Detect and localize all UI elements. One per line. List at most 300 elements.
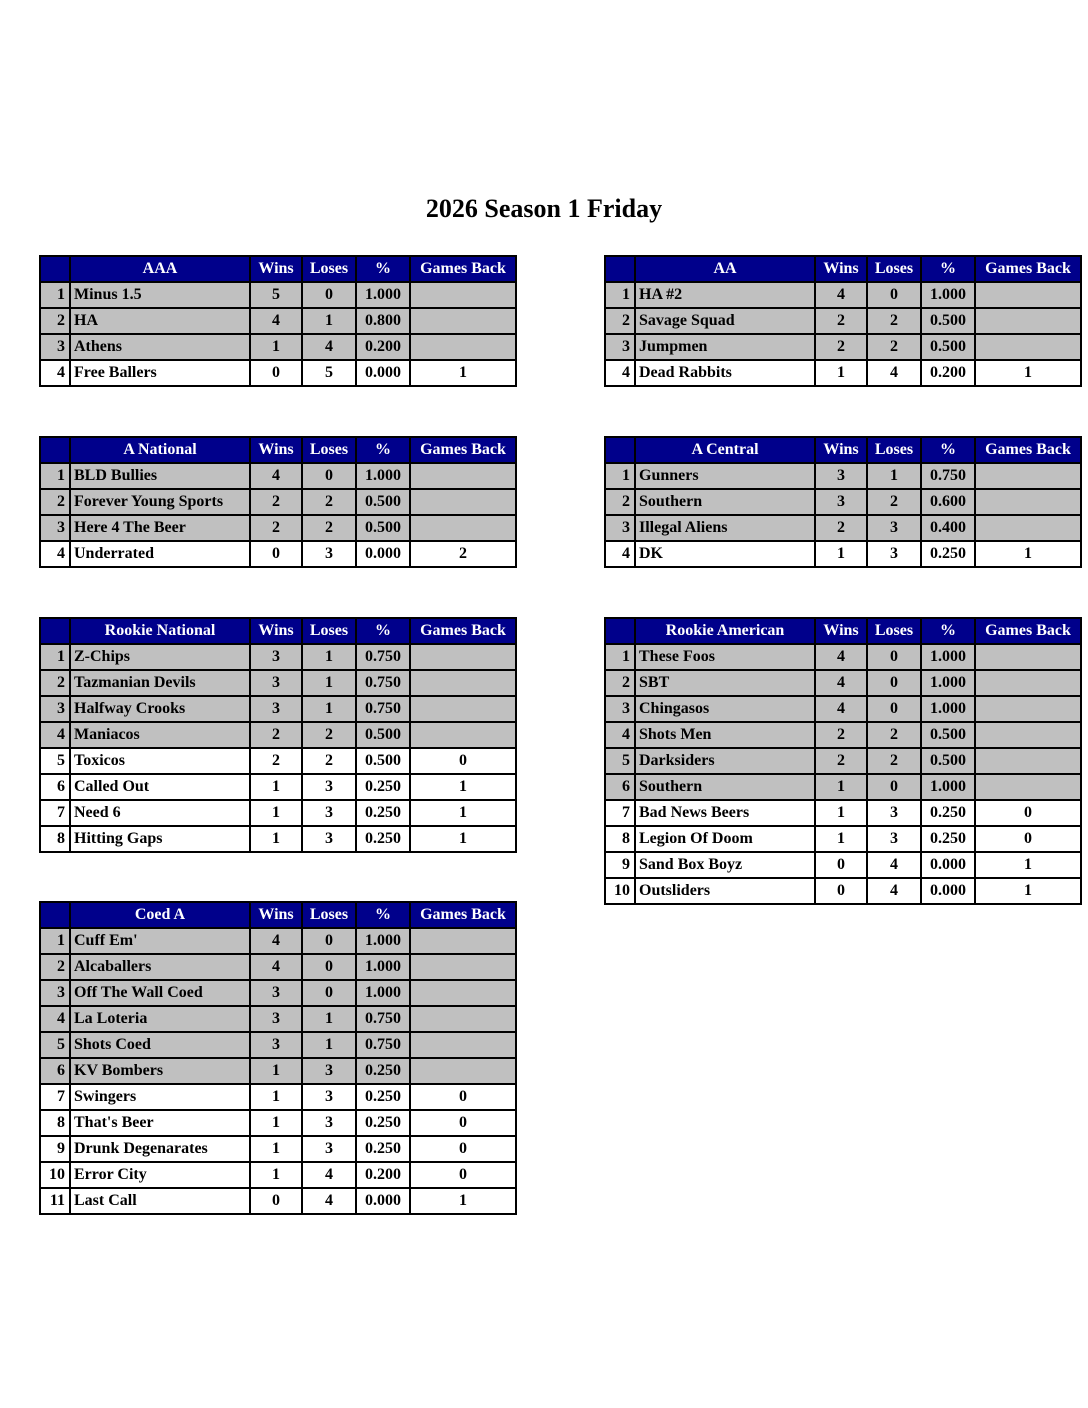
wins-cell: 1 xyxy=(815,800,867,826)
games-back-cell: 0 xyxy=(410,1162,516,1188)
pct-cell: 0.400 xyxy=(921,515,975,541)
wins-cell: 0 xyxy=(250,541,302,567)
pct-header: % xyxy=(356,618,410,644)
pct-cell: 0.000 xyxy=(356,541,410,567)
loses-cell: 2 xyxy=(302,489,356,515)
games-back-cell xyxy=(975,489,1081,515)
games-back-header: Games Back xyxy=(975,618,1081,644)
pct-header: % xyxy=(921,618,975,644)
pct-cell: 0.200 xyxy=(356,334,410,360)
rank-cell: 3 xyxy=(40,515,70,541)
pct-cell: 1.000 xyxy=(921,774,975,800)
wins-cell: 4 xyxy=(250,308,302,334)
wins-cell: 2 xyxy=(250,722,302,748)
table-row xyxy=(40,800,516,826)
table-header-row xyxy=(40,437,516,463)
pct-cell: 0.500 xyxy=(356,722,410,748)
table-row xyxy=(40,980,516,1006)
games-back-cell xyxy=(410,954,516,980)
table-row xyxy=(605,334,1081,360)
loses-cell: 4 xyxy=(867,360,921,386)
loses-header: Loses xyxy=(867,437,921,463)
games-back-cell xyxy=(975,515,1081,541)
team-name-cell: Maniacos xyxy=(70,722,250,748)
wins-cell: 4 xyxy=(815,696,867,722)
table-row xyxy=(40,644,516,670)
wins-cell: 1 xyxy=(250,774,302,800)
wins-cell: 3 xyxy=(815,489,867,515)
pct-cell: 0.250 xyxy=(356,1136,410,1162)
wins-header: Wins xyxy=(250,256,302,282)
loses-cell: 3 xyxy=(302,826,356,852)
division-name-header: Rookie National xyxy=(70,618,250,644)
table-row xyxy=(605,360,1081,386)
team-name-cell: HA #2 xyxy=(635,282,815,308)
loses-cell: 0 xyxy=(867,282,921,308)
table-row xyxy=(40,515,516,541)
rank-cell: 4 xyxy=(605,541,635,567)
standings-table xyxy=(39,901,517,1215)
rank-cell: 2 xyxy=(40,308,70,334)
table-row xyxy=(605,670,1081,696)
games-back-cell xyxy=(410,1006,516,1032)
team-name-cell: Southern xyxy=(635,774,815,800)
table-row xyxy=(40,826,516,852)
rank-cell: 3 xyxy=(40,334,70,360)
team-name-cell: Forever Young Sports xyxy=(70,489,250,515)
loses-header: Loses xyxy=(302,902,356,928)
pct-cell: 1.000 xyxy=(356,980,410,1006)
loses-cell: 3 xyxy=(867,800,921,826)
pct-cell: 0.750 xyxy=(921,463,975,489)
pct-cell: 0.200 xyxy=(921,360,975,386)
loses-cell: 0 xyxy=(867,670,921,696)
standings-table xyxy=(39,255,517,387)
wins-header: Wins xyxy=(815,437,867,463)
loses-cell: 0 xyxy=(867,774,921,800)
loses-cell: 1 xyxy=(302,670,356,696)
loses-cell: 3 xyxy=(302,1110,356,1136)
games-back-cell: 0 xyxy=(975,826,1081,852)
loses-cell: 2 xyxy=(302,515,356,541)
loses-cell: 2 xyxy=(867,722,921,748)
loses-cell: 0 xyxy=(302,954,356,980)
table-row xyxy=(605,696,1081,722)
loses-cell: 3 xyxy=(302,541,356,567)
rank-cell: 2 xyxy=(605,670,635,696)
loses-cell: 2 xyxy=(302,748,356,774)
games-back-cell: 1 xyxy=(975,878,1081,904)
team-name-cell: Need 6 xyxy=(70,800,250,826)
games-back-header: Games Back xyxy=(410,902,516,928)
pct-cell: 0.250 xyxy=(356,1084,410,1110)
wins-cell: 2 xyxy=(250,489,302,515)
rank-cell: 4 xyxy=(40,722,70,748)
pct-cell: 0.800 xyxy=(356,308,410,334)
games-back-cell: 0 xyxy=(410,1084,516,1110)
loses-cell: 0 xyxy=(302,928,356,954)
team-name-cell: Gunners xyxy=(635,463,815,489)
team-name-cell: La Loteria xyxy=(70,1006,250,1032)
wins-cell: 2 xyxy=(815,334,867,360)
table-row xyxy=(605,774,1081,800)
table-header-row xyxy=(40,902,516,928)
rank-cell: 8 xyxy=(40,1110,70,1136)
division-name-header: Rookie American xyxy=(635,618,815,644)
pct-cell: 0.750 xyxy=(356,644,410,670)
games-back-cell: 1 xyxy=(410,360,516,386)
wins-cell: 4 xyxy=(250,928,302,954)
wins-cell: 2 xyxy=(815,722,867,748)
games-back-cell: 1 xyxy=(410,826,516,852)
team-name-cell: Swingers xyxy=(70,1084,250,1110)
table-header-row xyxy=(40,618,516,644)
wins-cell: 4 xyxy=(815,644,867,670)
rank-cell: 4 xyxy=(40,360,70,386)
rank-header xyxy=(605,437,635,463)
wins-cell: 2 xyxy=(815,308,867,334)
loses-header: Loses xyxy=(302,437,356,463)
pct-cell: 0.250 xyxy=(356,1110,410,1136)
loses-cell: 3 xyxy=(867,826,921,852)
standings-table xyxy=(39,436,517,568)
games-back-cell xyxy=(410,1058,516,1084)
wins-cell: 1 xyxy=(250,1058,302,1084)
games-back-cell xyxy=(410,334,516,360)
table-row xyxy=(40,954,516,980)
pct-header: % xyxy=(356,437,410,463)
wins-cell: 2 xyxy=(250,748,302,774)
table-row xyxy=(605,308,1081,334)
pct-cell: 0.250 xyxy=(921,800,975,826)
games-back-cell xyxy=(975,748,1081,774)
pct-cell: 0.750 xyxy=(356,1006,410,1032)
loses-cell: 2 xyxy=(867,308,921,334)
loses-cell: 3 xyxy=(302,774,356,800)
games-back-cell: 1 xyxy=(975,360,1081,386)
rank-cell: 4 xyxy=(40,1006,70,1032)
team-name-cell: Sand Box Boyz xyxy=(635,852,815,878)
rank-cell: 10 xyxy=(605,878,635,904)
table-row xyxy=(40,282,516,308)
pct-header: % xyxy=(921,256,975,282)
wins-cell: 0 xyxy=(815,852,867,878)
rank-cell: 4 xyxy=(605,722,635,748)
loses-cell: 3 xyxy=(302,800,356,826)
loses-cell: 2 xyxy=(867,748,921,774)
rank-cell: 2 xyxy=(605,489,635,515)
rank-cell: 8 xyxy=(40,826,70,852)
loses-cell: 1 xyxy=(302,1006,356,1032)
loses-cell: 3 xyxy=(302,1136,356,1162)
loses-cell: 0 xyxy=(867,696,921,722)
rank-cell: 1 xyxy=(40,928,70,954)
table-row xyxy=(605,282,1081,308)
games-back-cell xyxy=(410,644,516,670)
games-back-cell xyxy=(410,282,516,308)
rank-cell: 3 xyxy=(605,334,635,360)
team-name-cell: SBT xyxy=(635,670,815,696)
table-row xyxy=(605,878,1081,904)
loses-cell: 4 xyxy=(302,334,356,360)
table-row xyxy=(40,1162,516,1188)
wins-cell: 1 xyxy=(815,360,867,386)
games-back-cell xyxy=(975,308,1081,334)
team-name-cell: Outsliders xyxy=(635,878,815,904)
loses-cell: 1 xyxy=(867,463,921,489)
pct-cell: 1.000 xyxy=(921,696,975,722)
table-row xyxy=(605,826,1081,852)
table-header-row xyxy=(605,437,1081,463)
division-name-header: A Central xyxy=(635,437,815,463)
rank-cell: 3 xyxy=(605,696,635,722)
loses-header: Loses xyxy=(302,618,356,644)
pct-cell: 0.500 xyxy=(356,489,410,515)
standings-table xyxy=(39,617,517,853)
wins-cell: 1 xyxy=(815,826,867,852)
games-back-cell: 2 xyxy=(410,541,516,567)
table-row xyxy=(40,541,516,567)
table-row xyxy=(40,334,516,360)
team-name-cell: Error City xyxy=(70,1162,250,1188)
loses-cell: 5 xyxy=(302,360,356,386)
wins-cell: 0 xyxy=(250,1188,302,1214)
rank-cell: 8 xyxy=(605,826,635,852)
rank-header xyxy=(40,902,70,928)
team-name-cell: Here 4 The Beer xyxy=(70,515,250,541)
team-name-cell: KV Bombers xyxy=(70,1058,250,1084)
pct-cell: 0.000 xyxy=(356,360,410,386)
loses-cell: 3 xyxy=(302,1084,356,1110)
team-name-cell: Toxicos xyxy=(70,748,250,774)
wins-cell: 1 xyxy=(250,826,302,852)
table-row xyxy=(40,308,516,334)
wins-cell: 3 xyxy=(250,980,302,1006)
rank-cell: 7 xyxy=(40,800,70,826)
table-header-row xyxy=(605,618,1081,644)
games-back-cell: 1 xyxy=(975,541,1081,567)
table-row xyxy=(40,1006,516,1032)
wins-cell: 3 xyxy=(250,670,302,696)
rank-header xyxy=(605,256,635,282)
loses-header: Loses xyxy=(867,256,921,282)
pct-cell: 1.000 xyxy=(921,670,975,696)
pct-cell: 0.250 xyxy=(356,800,410,826)
pct-cell: 1.000 xyxy=(356,928,410,954)
pct-cell: 0.000 xyxy=(921,852,975,878)
team-name-cell: Legion Of Doom xyxy=(635,826,815,852)
rank-cell: 10 xyxy=(40,1162,70,1188)
loses-cell: 4 xyxy=(302,1162,356,1188)
table-row xyxy=(40,360,516,386)
standings-table xyxy=(604,436,1082,568)
table-row xyxy=(605,489,1081,515)
rank-cell: 5 xyxy=(605,748,635,774)
pct-cell: 0.250 xyxy=(921,826,975,852)
games-back-cell xyxy=(410,308,516,334)
team-name-cell: DK xyxy=(635,541,815,567)
team-name-cell: Bad News Beers xyxy=(635,800,815,826)
rank-cell: 7 xyxy=(605,800,635,826)
games-back-cell: 0 xyxy=(410,1136,516,1162)
table-row xyxy=(605,541,1081,567)
rank-cell: 11 xyxy=(40,1188,70,1214)
wins-cell: 4 xyxy=(815,282,867,308)
rank-cell: 1 xyxy=(605,644,635,670)
team-name-cell: Hitting Gaps xyxy=(70,826,250,852)
pct-cell: 0.750 xyxy=(356,670,410,696)
wins-cell: 1 xyxy=(815,774,867,800)
pct-cell: 0.250 xyxy=(921,541,975,567)
table-row xyxy=(605,463,1081,489)
games-back-cell xyxy=(410,928,516,954)
games-back-cell: 1 xyxy=(410,1188,516,1214)
table-row xyxy=(40,1110,516,1136)
games-back-header: Games Back xyxy=(410,618,516,644)
table-row xyxy=(40,1136,516,1162)
loses-cell: 1 xyxy=(302,308,356,334)
wins-cell: 1 xyxy=(250,800,302,826)
wins-cell: 3 xyxy=(250,644,302,670)
team-name-cell: Chingasos xyxy=(635,696,815,722)
wins-cell: 0 xyxy=(815,878,867,904)
games-back-cell xyxy=(410,489,516,515)
team-name-cell: Halfway Crooks xyxy=(70,696,250,722)
standings-table xyxy=(604,617,1082,905)
games-back-cell xyxy=(975,463,1081,489)
table-row xyxy=(605,644,1081,670)
table-row xyxy=(40,928,516,954)
table-row xyxy=(40,774,516,800)
wins-cell: 2 xyxy=(250,515,302,541)
rank-cell: 3 xyxy=(40,696,70,722)
table-row xyxy=(40,1084,516,1110)
rank-cell: 1 xyxy=(40,282,70,308)
team-name-cell: Off The Wall Coed xyxy=(70,980,250,1006)
wins-cell: 1 xyxy=(250,334,302,360)
loses-cell: 0 xyxy=(302,282,356,308)
wins-cell: 3 xyxy=(815,463,867,489)
wins-header: Wins xyxy=(250,437,302,463)
games-back-cell xyxy=(975,774,1081,800)
games-back-header: Games Back xyxy=(410,256,516,282)
games-back-cell xyxy=(410,696,516,722)
rank-cell: 1 xyxy=(40,644,70,670)
wins-cell: 1 xyxy=(250,1136,302,1162)
games-back-cell xyxy=(410,722,516,748)
table-row xyxy=(605,852,1081,878)
rank-cell: 2 xyxy=(40,489,70,515)
rank-cell: 5 xyxy=(40,748,70,774)
wins-cell: 5 xyxy=(250,282,302,308)
table-row xyxy=(40,1032,516,1058)
pct-cell: 1.000 xyxy=(921,282,975,308)
rank-cell: 2 xyxy=(40,954,70,980)
table-row xyxy=(40,1058,516,1084)
table-row xyxy=(40,748,516,774)
team-name-cell: Free Ballers xyxy=(70,360,250,386)
team-name-cell: Jumpmen xyxy=(635,334,815,360)
loses-header: Loses xyxy=(867,618,921,644)
rank-cell: 6 xyxy=(605,774,635,800)
rank-cell: 6 xyxy=(40,774,70,800)
team-name-cell: Dead Rabbits xyxy=(635,360,815,386)
team-name-cell: Tazmanian Devils xyxy=(70,670,250,696)
games-back-cell xyxy=(410,463,516,489)
team-name-cell: Southern xyxy=(635,489,815,515)
pct-cell: 0.250 xyxy=(356,774,410,800)
games-back-cell: 1 xyxy=(410,774,516,800)
rank-header xyxy=(605,618,635,644)
pct-cell: 0.500 xyxy=(356,515,410,541)
pct-cell: 0.250 xyxy=(356,1058,410,1084)
loses-cell: 4 xyxy=(867,852,921,878)
wins-cell: 3 xyxy=(250,696,302,722)
rank-header xyxy=(40,618,70,644)
team-name-cell: Z-Chips xyxy=(70,644,250,670)
wins-cell: 1 xyxy=(250,1110,302,1136)
wins-header: Wins xyxy=(815,256,867,282)
team-name-cell: That's Beer xyxy=(70,1110,250,1136)
rank-cell: 3 xyxy=(40,980,70,1006)
team-name-cell: HA xyxy=(70,308,250,334)
pct-cell: 0.500 xyxy=(356,748,410,774)
pct-cell: 0.250 xyxy=(356,826,410,852)
wins-cell: 2 xyxy=(815,515,867,541)
team-name-cell: Athens xyxy=(70,334,250,360)
table-row xyxy=(40,696,516,722)
games-back-header: Games Back xyxy=(975,437,1081,463)
games-back-cell xyxy=(410,980,516,1006)
team-name-cell: Savage Squad xyxy=(635,308,815,334)
rank-cell: 9 xyxy=(605,852,635,878)
pct-cell: 0.200 xyxy=(356,1162,410,1188)
pct-cell: 1.000 xyxy=(921,644,975,670)
rank-cell: 3 xyxy=(605,515,635,541)
division-name-header: Coed A xyxy=(70,902,250,928)
loses-cell: 4 xyxy=(302,1188,356,1214)
team-name-cell: Last Call xyxy=(70,1188,250,1214)
team-name-cell: Alcaballers xyxy=(70,954,250,980)
table-row xyxy=(40,670,516,696)
table-header-row xyxy=(40,256,516,282)
rank-cell: 6 xyxy=(40,1058,70,1084)
rank-cell: 4 xyxy=(40,541,70,567)
wins-cell: 0 xyxy=(250,360,302,386)
games-back-cell: 1 xyxy=(975,852,1081,878)
rank-cell: 4 xyxy=(605,360,635,386)
rank-cell: 9 xyxy=(40,1136,70,1162)
games-back-cell xyxy=(975,334,1081,360)
games-back-cell: 0 xyxy=(975,800,1081,826)
wins-cell: 4 xyxy=(250,954,302,980)
games-back-cell: 1 xyxy=(410,800,516,826)
table-row xyxy=(605,722,1081,748)
table-row xyxy=(605,748,1081,774)
loses-cell: 2 xyxy=(302,722,356,748)
pct-cell: 1.000 xyxy=(356,954,410,980)
team-name-cell: Darksiders xyxy=(635,748,815,774)
games-back-cell xyxy=(975,696,1081,722)
pct-header: % xyxy=(921,437,975,463)
table-row xyxy=(40,722,516,748)
pct-cell: 0.600 xyxy=(921,489,975,515)
loses-cell: 3 xyxy=(302,1058,356,1084)
wins-cell: 2 xyxy=(815,748,867,774)
wins-header: Wins xyxy=(250,902,302,928)
pct-cell: 0.500 xyxy=(921,334,975,360)
division-name-header: AA xyxy=(635,256,815,282)
